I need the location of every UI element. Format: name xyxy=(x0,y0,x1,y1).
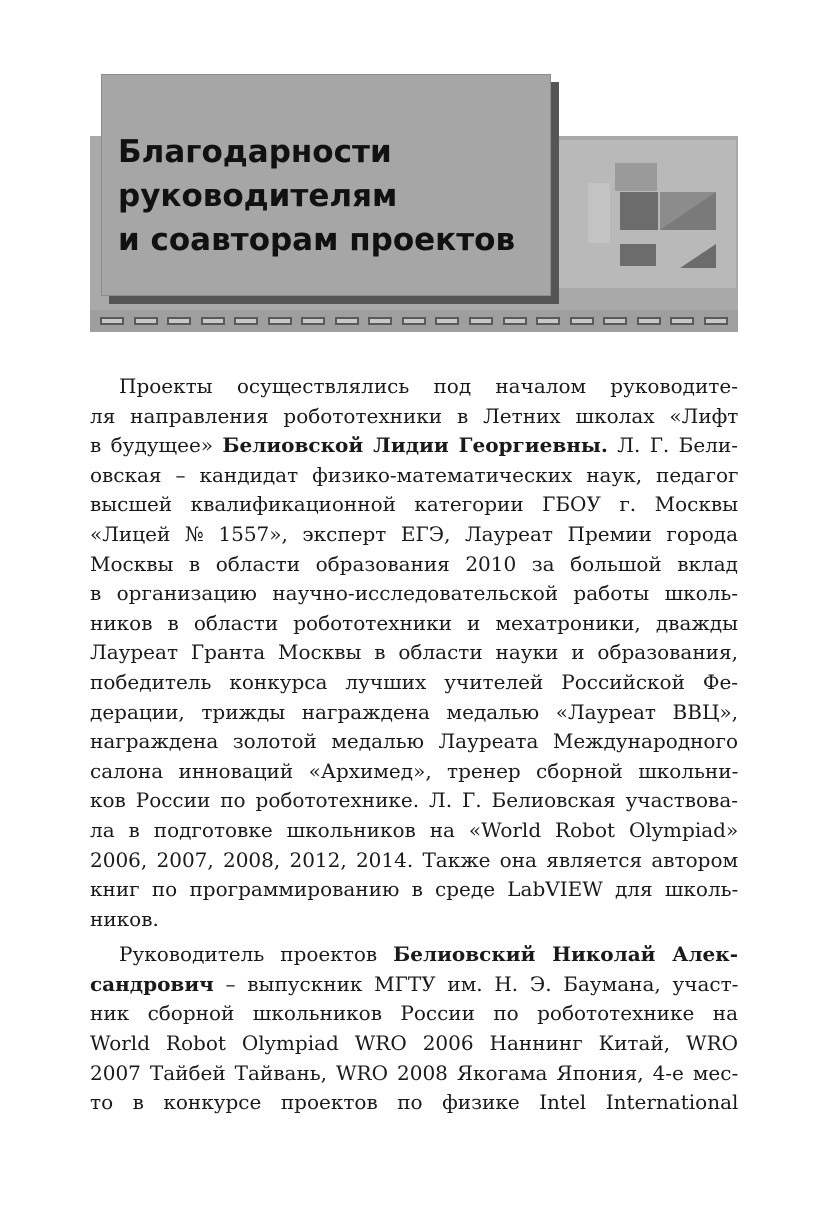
text-line: сандрович – выпускник МГТУ им. Н. Э. Баумана, участ- xyxy=(90,971,739,996)
body-text xyxy=(90,372,738,1124)
ornament-triangle xyxy=(680,244,716,268)
text-line: Лауреат Гранта Москвы в области науки и образования, xyxy=(90,640,738,665)
text-line: ля направления робототехники в Летних школах «Лифт xyxy=(90,403,739,428)
chapter-header xyxy=(0,0,827,340)
text-line: победитель конкурса лучших учителей Российской Фе- xyxy=(90,669,739,694)
text-line: «Лицей № 1557», эксперт ЕГЭ, Лауреат Премии города xyxy=(90,521,738,546)
chapter-title-line: руководителям xyxy=(118,178,398,214)
text-line: 2006, 2007, 2008, 2012, 2014. Также она является автором xyxy=(90,847,739,872)
ornament-square xyxy=(620,192,658,230)
chapter-title xyxy=(118,130,538,262)
text-line: книг по программированию в среде LabVIEW для школь- xyxy=(90,877,739,902)
text-line: World Robot Olympiad WRO 2006 Наннинг Китай, WRO xyxy=(90,1031,739,1056)
person-name-bold: сандрович xyxy=(90,971,214,996)
ornament-square xyxy=(620,244,656,266)
text-line: в будущее» Белиовской Лидии Георгиевны. Л. Г. Бели- xyxy=(90,433,738,458)
text-line: ла в подготовке школьников на «World Robot Olympiad» xyxy=(90,817,739,842)
ornament-triangle xyxy=(660,192,716,230)
text-line: ников. xyxy=(90,906,159,931)
paragraph-belliovskaya xyxy=(90,372,738,934)
text-line: Руководитель проектов Белиовский Николай Алек- xyxy=(119,942,739,967)
text-line: Москвы в области образования 2010 за большой вклад xyxy=(90,551,738,576)
text-line: овская – кандидат физико-математических наук, педагог xyxy=(90,462,739,487)
text-line: то в конкурсе проектов по физике Intel International xyxy=(90,1090,739,1115)
ornament-square xyxy=(615,163,657,191)
chapter-title-line: и соавторам проектов xyxy=(118,222,516,258)
filmstrip-border xyxy=(90,310,738,332)
text-line: Проекты осуществлялись под началом руководите- xyxy=(119,374,738,398)
chapter-title-line: Благодарности xyxy=(118,134,392,170)
text-line: награждена золотой медалью Лауреата Международного xyxy=(90,729,738,754)
paragraph-belliovsky xyxy=(90,940,738,1118)
person-name-bold: Белиовской Лидии Георгиевны. xyxy=(222,433,608,458)
person-name-bold: Белиовский Николай Алек- xyxy=(393,942,739,967)
text-line: 2007 Тайбей Тайвань, WRO 2008 Якогама Япония, 4-е мес- xyxy=(90,1060,739,1085)
text-line: ков России по робототехнике. Л. Г. Белиовская участвова- xyxy=(90,788,738,813)
text-line: ников в области робототехники и мехатроники, дважды xyxy=(90,610,738,635)
text-line: высшей квалификационной категории ГБОУ г. Москвы xyxy=(90,492,738,517)
text-line: ник сборной школьников России по робототехнике на xyxy=(90,1001,738,1026)
text-line: салона инноваций «Архимед», тренер сборной школьни- xyxy=(90,758,739,783)
ornament-square xyxy=(588,183,610,243)
text-line: дерации, трижды награждена медалью «Лауреат ВВЦ», xyxy=(90,699,738,724)
text-line: в организацию научно-исследовательской работы школь- xyxy=(90,581,739,606)
